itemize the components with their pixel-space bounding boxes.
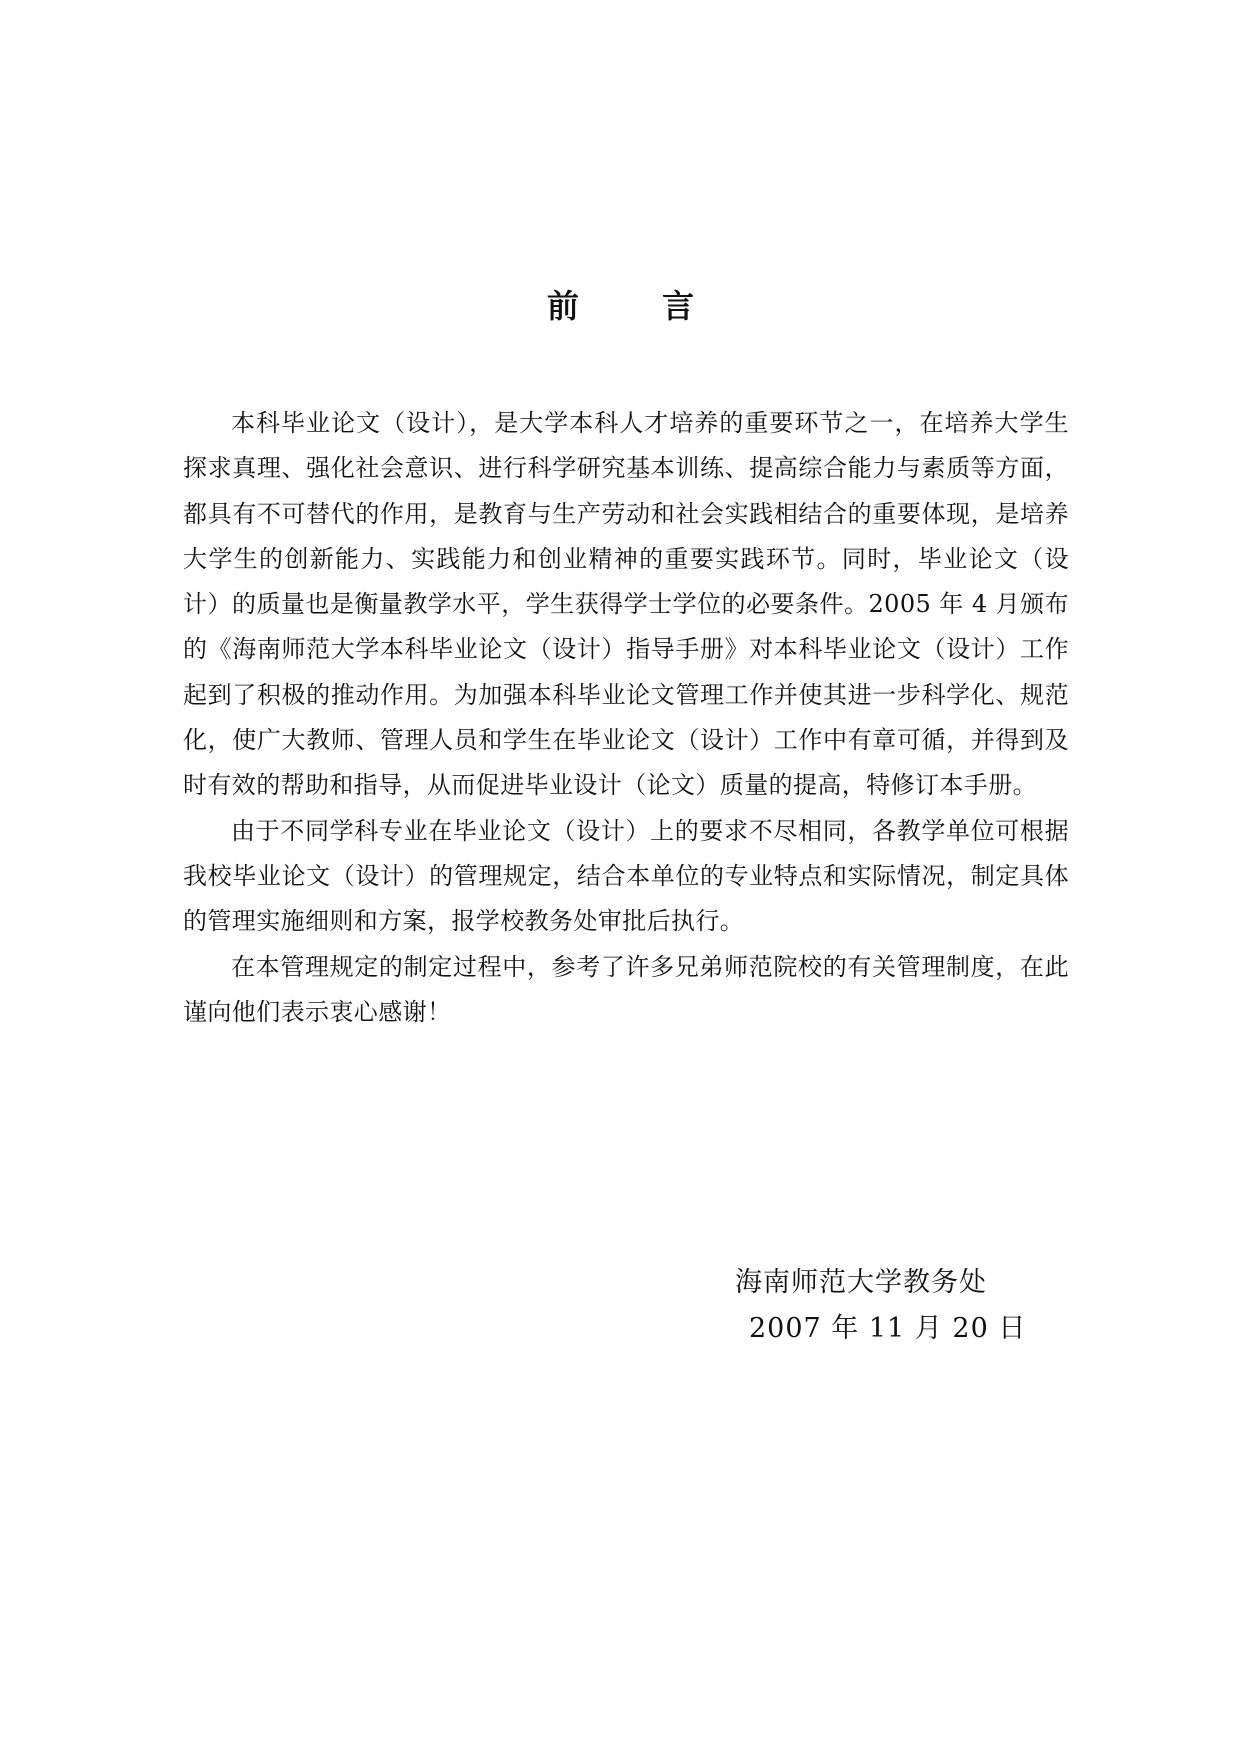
signature-organization: 海南师范大学教务处 [735,1267,987,1298]
signature-block [735,1260,1035,1352]
paragraph-3: 在本管理规定的制定过程中，参考了许多兄弟师范院校的有关管理制度，在此谨向他们表示衷心感谢！ [183,952,1069,1026]
page-title: 前 言 [546,287,731,325]
paragraph-1: 本科毕业论文（设计），是大学本科人才培养的重要环节之一，在培养大学生探求真理、强化社会意识、进行科学研究基本训练、提高综合能力与素质等方面，都具有不可替代的作用，是教育与生产劳动和社会实践相结合的重要体现，是培养大学生的创新能力、实践能力和创业精神的重要实践环节。同时，毕业论文（设计）的质量也是衡量教学水平，学生获得学士学位的必要条件。2005 年 4 月颁布的《海南师范大学本科毕业论文（设计）指导手册》对本科毕业论文（设计）工作起到了积极的推动作用。为加强本科毕业论文管理工作并使其进一步科学化、规范化，使广大教师、管理人员和学生在毕业论文（设计）工作中有章可循，并得到及时有效的帮助和指导，从而促进毕业设计（论文）质量的提高，特修订本手册。 [183,409,1069,800]
paragraph-2: 由于不同学科专业在毕业论文（设计）上的要求不尽相同，各教学单位可根据我校毕业论文（设计）的管理规定，结合本单位的专业特点和实际情况，制定具体的管理实施细则和方案，报学校教务处审批后执行。 [183,816,1069,936]
preface-body [183,401,1069,1035]
signature-date: 2007 年 11 月 20 日 [749,1313,1027,1344]
